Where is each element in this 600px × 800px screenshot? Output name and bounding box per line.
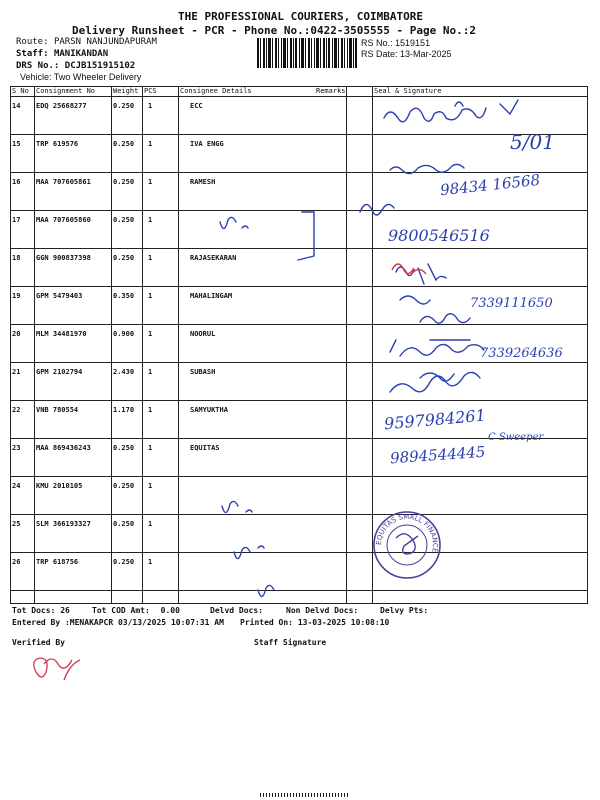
tick-row26 xyxy=(258,585,274,596)
staff-value: MANIKANDAN xyxy=(53,49,109,59)
row-sno: 14 xyxy=(12,102,21,110)
row-consignment: MAA 707605860 xyxy=(36,216,91,224)
company-stamp xyxy=(372,510,442,580)
remarks-bracket xyxy=(298,212,314,260)
verified-by-label: Verified By xyxy=(12,638,65,647)
row-consignment: MLM 34481970 xyxy=(36,330,87,338)
tick-row24 xyxy=(222,501,252,512)
tot-cod-line xyxy=(92,606,180,615)
row-sno: 17 xyxy=(12,216,21,224)
tick-row17 xyxy=(220,217,248,228)
runsheet-subtitle: Delivery Runsheet - PCR - Phone No.:0422-3505555 - Page No.:2 xyxy=(72,24,476,37)
row-pcs: 1 xyxy=(148,140,153,148)
row-sno: 15 xyxy=(12,140,21,148)
row-weight: 0.350 xyxy=(113,292,135,300)
scan-artifact xyxy=(260,793,350,797)
entered-by-value: MENAKAPCR 03/13/2025 10:07:31 AM xyxy=(69,618,224,627)
rs-no-value: 1519151 xyxy=(395,38,431,48)
row-consignment: GPM 2102794 xyxy=(36,368,83,376)
vehicle-value: Two Wheeler Delivery xyxy=(53,72,142,82)
row-pcs: 1 xyxy=(148,216,153,224)
row-consignment: TRP 618756 xyxy=(36,558,79,566)
row-sno: 25 xyxy=(12,520,21,528)
row-weight: 0.900 xyxy=(113,330,135,338)
row-consignee: MAHALINGAM xyxy=(190,292,233,300)
row-pcs: 1 xyxy=(148,558,153,566)
rs-no-label: RS No.: xyxy=(361,38,393,48)
row-consignee: EQUITAS xyxy=(190,444,220,452)
tot-cod-label: Tot COD Amt: xyxy=(92,606,150,615)
staff-label: Staff: xyxy=(16,49,49,59)
tot-docs-label: Tot Docs: xyxy=(12,606,56,615)
totals-line xyxy=(12,606,70,615)
signature-row16 xyxy=(390,164,464,173)
row-consignment: MAA 707605861 xyxy=(36,178,91,186)
col-consignment: Consignment No xyxy=(36,87,96,95)
row-consignment: VNB 780554 xyxy=(36,406,79,414)
row-pcs: 1 xyxy=(148,520,153,528)
row-sno: 21 xyxy=(12,368,21,376)
handwriting-row23: 9894544445 xyxy=(389,442,486,468)
row-consignee: IVA ENGG xyxy=(190,140,224,148)
company-title: THE PROFESSIONAL COURIERS, COIMBATORE xyxy=(178,10,424,23)
tot-docs-value: 26 xyxy=(60,606,70,615)
entered-by-line xyxy=(12,618,224,627)
row-consignee: RAJASEKARAN xyxy=(190,254,237,262)
handwriting-row19: 7339111650 xyxy=(470,296,553,311)
delvy-pts-label: Delvy Pts: xyxy=(380,606,429,615)
col-seal-signature: Seal & Signature xyxy=(374,87,442,95)
handwriting-row22b: C Sweeper xyxy=(488,432,544,443)
row-consignment: TRP 619576 xyxy=(36,140,79,148)
row-sno: 23 xyxy=(12,444,21,452)
signature-row19 xyxy=(400,296,470,323)
rs-date-label: RS Date: xyxy=(361,49,398,59)
col-sno: S No xyxy=(12,87,29,95)
route-label: Route: xyxy=(16,37,49,47)
row-weight: 0.250 xyxy=(113,520,135,528)
row-sno: 26 xyxy=(12,558,21,566)
row-consignment: GPM 5479403 xyxy=(36,292,83,300)
drs-value: DCJB151915102 xyxy=(64,61,136,71)
row-weight: 0.250 xyxy=(113,558,135,566)
row-consignee: SUBASH xyxy=(190,368,216,376)
rs-date-value: 13-Mar-2025 xyxy=(400,49,452,59)
row-consignment: MAA 869436243 xyxy=(36,444,91,452)
row-weight: 0.250 xyxy=(113,254,135,262)
route-value: PARSN NANJUNDAPURAM xyxy=(53,37,157,47)
row-sno: 18 xyxy=(12,254,21,262)
tick-row25 xyxy=(234,546,264,559)
row-weight: 0.250 xyxy=(113,178,135,186)
row-pcs: 1 xyxy=(148,254,153,262)
row-consignee: RAMESH xyxy=(190,178,216,186)
row-weight: 0.250 xyxy=(113,140,135,148)
signature-row14 xyxy=(384,100,518,122)
row-sno: 22 xyxy=(12,406,21,414)
signature-row21 xyxy=(390,372,480,392)
row-pcs: 1 xyxy=(148,178,153,186)
stamp-text: EQUITAS SMALL FINANCE xyxy=(374,512,440,554)
printed-on-value: 13-03-2025 10:08:10 xyxy=(297,618,390,627)
row-weight: 0.250 xyxy=(113,482,135,490)
col-weight: Weight xyxy=(113,87,139,95)
tot-cod-value: 0.00 xyxy=(160,606,180,615)
row-weight: 1.170 xyxy=(113,406,135,414)
handwriting-row16: 98434 16568 xyxy=(439,170,541,200)
handwriting-row17: 9800546516 xyxy=(388,226,490,245)
vehicle-label: Vehicle: xyxy=(20,72,52,82)
row-consignee: SAMYUKTHA xyxy=(190,406,228,414)
printed-on-line xyxy=(240,618,389,627)
row-pcs: 1 xyxy=(148,292,153,300)
verified-mark xyxy=(34,658,80,680)
drs-label: DRS No.: xyxy=(16,61,60,71)
row-pcs: 1 xyxy=(148,482,153,490)
row-pcs: 1 xyxy=(148,330,153,338)
row-consignment: SLM 366193327 xyxy=(36,520,91,528)
signature-row20 xyxy=(390,340,484,356)
row-pcs: 1 xyxy=(148,102,153,110)
non-delvd-docs-label: Non Delvd Docs: xyxy=(286,606,359,615)
printed-on-label: Printed On: xyxy=(240,618,293,627)
row-sno: 19 xyxy=(12,292,21,300)
col-consignee: Consignee Details xyxy=(180,87,252,95)
row-consignment: GGN 900837398 xyxy=(36,254,91,262)
row-weight: 0.250 xyxy=(113,216,135,224)
row-pcs: 1 xyxy=(148,444,153,452)
col-pcs: PCS xyxy=(144,87,157,95)
row-sno: 20 xyxy=(12,330,21,338)
col-remarks: Remarks xyxy=(316,87,346,95)
row-weight: 2.430 xyxy=(113,368,135,376)
handwriting-row22: 9597984261 xyxy=(383,405,487,434)
delvd-docs-label: Delvd Docs: xyxy=(210,606,263,615)
row-pcs: 1 xyxy=(148,368,153,376)
row-weight: 0.250 xyxy=(113,102,135,110)
row-sno: 24 xyxy=(12,482,21,490)
row-weight: 0.250 xyxy=(113,444,135,452)
signature-row16b xyxy=(360,204,394,215)
signature-row18 xyxy=(396,264,446,284)
row-sno: 16 xyxy=(12,178,21,186)
row-pcs: 1 xyxy=(148,406,153,414)
handwriting-row15: 5/01 xyxy=(510,130,555,154)
entered-by-label: Entered By : xyxy=(12,618,70,627)
row-consignment: KMU 2010105 xyxy=(36,482,83,490)
svg-text:EQUITAS SMALL FINANCE xyxy=(375,513,439,553)
row-consignee: ECC xyxy=(190,102,203,110)
staff-signature-label: Staff Signature xyxy=(254,638,327,647)
row-consignee: NOORUL xyxy=(190,330,216,338)
handwriting-row20: 7339264636 xyxy=(480,346,563,361)
row-consignment: EDQ 25668277 xyxy=(36,102,87,110)
